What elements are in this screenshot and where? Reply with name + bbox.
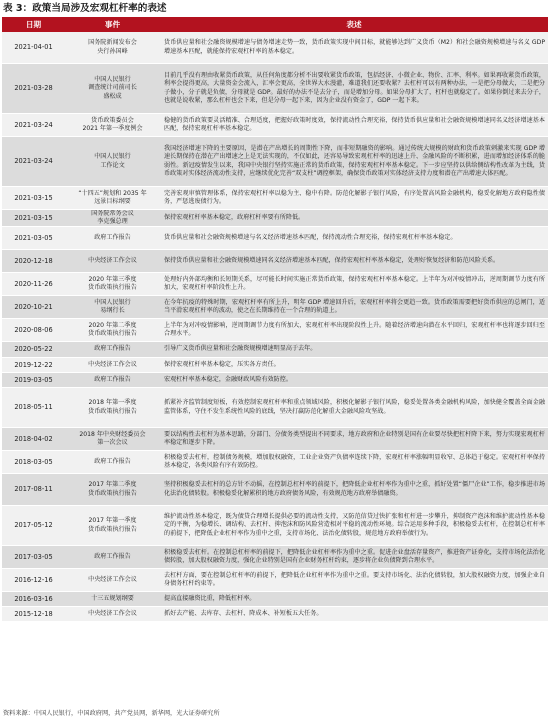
row-event-text: “十四五”规划和 2035 年 远景目标纲要: [78, 189, 147, 205]
table-row: [2, 114, 548, 137]
row-date: 2019-03-05: [14, 375, 53, 384]
row-event: [65, 296, 160, 318]
row-statement-text: 抓紧补齐监管制度短板，有效控制宏观杠杆率和重点领域风险，积极化解影子银行风险，稳妥处置各类金融机构风险，加快健全覆盖全面金融监管体系，守住不发生系统性风险的底线，坚决打赢防范化解重大金融风险攻坚战。: [164, 399, 545, 415]
table-row: [2, 592, 548, 607]
table-row: [2, 187, 548, 210]
row-event-text: 2018 年中央财经委员会 第一次会议: [79, 430, 146, 446]
table-row: [2, 373, 548, 388]
row-event: [65, 569, 160, 591]
row-statement: [160, 451, 548, 473]
row-statement-text: 稳健的货币政策要灵活精准、合理适度，把握好政策时度效，保持流动性合理充裕，保持货币供应量和社会融资规模增速同名义经济增速基本匹配，保持宏观杠杆率基本稳定。: [164, 116, 545, 132]
header-event: 事件: [104, 20, 121, 29]
row-event-text: 中央经济工作会议: [88, 256, 137, 264]
row-date: 2021-04-01: [14, 43, 53, 52]
row-event-text: 中国人民银行 易纲行长: [94, 298, 131, 314]
row-event-text: 2020 年第三季度 货币政策执行报告: [88, 275, 137, 291]
row-date: 2017-03-05: [14, 552, 53, 561]
table-row: [2, 32, 548, 64]
row-event: [65, 474, 160, 505]
row-statement-text: 坚持积极稳妥去杠杆的总方针不动摇，在控制总杠杆率的前提下，把降低企业杠杆率作为重中之重，抓好处置“僵尸企业”工作，稳步推进市场化法治化债转股。积极稳妥化解累积的地方政府债务风险，有效规范地方政府举债融资。: [164, 481, 545, 497]
row-date: 2017-08-11: [14, 485, 53, 494]
row-statement: [160, 607, 548, 621]
row-event: [65, 358, 160, 372]
row-event-text: 2020 年第二季度 货币政策执行报告: [88, 321, 137, 337]
row-event: [65, 227, 160, 249]
row-date: 2020-12-18: [14, 256, 53, 265]
row-event-text: 政府工作报告: [94, 457, 131, 465]
row-event-text: 国务院常务会议 李克强总理: [91, 210, 134, 225]
row-statement-text: 保持宏观杠杆率基本稳定，政府杠杆率要有所降低。: [164, 213, 305, 221]
row-statement: [160, 388, 548, 427]
row-statement-text: 我国经济增速下降的主要原因，是潜在产出增长的周期性下降，而非短期融资的影响。通过传统大规模的财政和货币政策刺激来实现 GDP 增速长期保持在潜在产出增速之上是无法实现的，不仅如此，还容易导致宏观杠杆率的迅速上升、金融风险的不断积累，进而增加经济体系的脆弱性。新冠疫情发生以来，我国中央银行坚持实施正常的货币政策，保持宏观杠杆率基本稳定。下一步应坚持以供给侧结构性改革为主线，货币政策对实体经济流动性支持，应继续优化完善“双支柱”调控框架，确保货币政策对实体经济支持力度和潜在产出增速大体匹配。: [164, 145, 545, 177]
row-date: 2016-03-16: [14, 594, 53, 603]
table-row: [2, 342, 548, 358]
row-event-text: 政府工作报告: [94, 552, 131, 560]
table-row: [2, 546, 548, 569]
row-event-text: 货币政策委员会 2021 年第一季度例会: [82, 116, 143, 132]
table-row: [2, 227, 548, 250]
row-statement: [160, 296, 548, 318]
row-event-text: 中国人民银行 调查统计司前司长 盛松成: [88, 76, 137, 100]
policy-table: [2, 17, 548, 622]
row-date: 2021-03-15: [14, 213, 53, 222]
row-statement-text: 货币供应量和社会融资规模增速与名义经济增速基本匹配，保持流动性合理充裕，保持宏观杠杆率基本稳定。: [164, 233, 457, 241]
row-statement: [160, 358, 548, 372]
row-date: 2019-12-22: [14, 360, 53, 369]
row-event-text: 中央经济工作会议: [88, 575, 137, 583]
row-event-text: 2018 年第一季度 货币政策执行报告: [88, 399, 137, 415]
row-event: [65, 506, 160, 545]
row-event-text: 2017 年第二季度 货币政策执行报告: [88, 481, 137, 497]
row-event: [65, 592, 160, 606]
row-statement: [160, 64, 548, 113]
table-row: [2, 607, 548, 622]
row-date: 2018-03-05: [14, 457, 53, 466]
row-statement-text: 维护流动性基本稳定，既为债贷合理增长提供必要的流动性支持，又防范信贷过快扩张和杠杆进一步攀升，抑制资产泡沫和维护流动性基本稳定的平衡，为稳增长、调结构、去杠杆、抑泡沫和防风险营造相对平稳的流动性环境。综合运用多种手段，积极稳妥去杠杆，在控制总杠杆率的前提下，把降低企业杠杆率作为重中之重，支持市场化、法治化债转股，规范地方政府举债行为。: [164, 513, 545, 537]
row-statement: [160, 319, 548, 341]
row-event: [65, 187, 160, 209]
row-event: [65, 428, 160, 450]
row-statement-text: 去杠杆方面，要在控制总杠杆率的前提下，把降低企业杠杆率作为重中之重。要支持市场化、法治化债转股，加大股权融资力度，加强企业自身债务杠杆约束等。: [164, 571, 545, 587]
row-event: [65, 64, 160, 113]
row-date: 2020-10-21: [14, 302, 53, 311]
table-row: [2, 388, 548, 428]
row-event: [65, 250, 160, 272]
table-row: [2, 358, 548, 373]
row-event: [65, 210, 160, 226]
row-event-text: 国务院新闻发布会 央行孙国峰: [88, 39, 137, 55]
row-statement: [160, 227, 548, 249]
row-statement-text: 保持宏观杠杆率基本稳定，压实各方责任。: [164, 360, 280, 368]
row-statement: [160, 137, 548, 186]
row-date: 2021-03-24: [14, 157, 53, 166]
row-event: [65, 451, 160, 473]
row-statement-text: 上半年为对冲疫情影响，逆周期调节力度有所加大，宏观杠杆率出现阶段性上升。随着经济增速向潜在水平回归，宏观杠杆率也将逐步回归至合理水平。: [164, 321, 545, 337]
row-statement: [160, 114, 548, 136]
row-event-text: 中国人民银行 工作论文: [94, 153, 131, 169]
row-event-text: 2017 年第一季度 货币政策执行报告: [88, 517, 137, 533]
row-date: 2020-11-26: [14, 279, 53, 288]
row-event: [65, 114, 160, 136]
table-row: [2, 273, 548, 296]
row-statement: [160, 569, 548, 591]
row-event-text: 中央经济工作会议: [88, 609, 137, 617]
row-statement: [160, 592, 548, 606]
table-row: [2, 250, 548, 273]
row-statement-text: 处理好内外部均衡和长短期关系，尽可能长时间实施正常货币政策，保持宏观杠杆率基本稳定。上半年为对冲疫情冲击，逆周期调节力度有所加大，宏观杠杆率阶段性上升。: [164, 275, 545, 291]
table-body: [2, 32, 548, 622]
row-event: [65, 273, 160, 295]
row-statement: [160, 428, 548, 450]
row-date: 2021-03-15: [14, 193, 53, 202]
row-statement: [160, 250, 548, 272]
row-statement-text: 积极稳妥去杠杆。在控制总杠杆率的前提下，把降低企业杠杆率作为重中之重。促进企业盘活存量资产，推进资产证券化，支持市场化法治化债转股，加大股权融资力度，强化企业特别是国有企业财务杠杆约束，逐步将企业负债降到合理水平。: [164, 548, 545, 564]
row-event: [65, 319, 160, 341]
row-statement: [160, 342, 548, 357]
table-row: [2, 296, 548, 319]
table-title: 表 3：政策当局涉及宏观杠杆率的表述: [3, 3, 167, 14]
row-statement: [160, 474, 548, 505]
row-statement-text: 在今年抗疫的特殊时期，宏观杠杆率有所上升，明年 GDP 增速回升后，宏观杠杆率将会更趋一致。货币政策需要把好货币供应的总闸门，适当平滑宏观杠杆率的波动，使之在长期维持在一个合理的轨道上。: [164, 298, 545, 314]
table-row: [2, 137, 548, 187]
row-event: [65, 607, 160, 621]
row-statement-text: 积极稳妥去杠杆，控制债务规模，增加股权融资，工业企业资产负债率连续下降，宏观杠杆率涨幅明显收窄、总体趋于稳定。宏观杠杆率保持基本稳定，各类风险有序有效防控。: [164, 453, 545, 469]
table-row: [2, 64, 548, 114]
row-event: [65, 137, 160, 186]
row-event-text: 中央经济工作会议: [88, 360, 137, 368]
row-statement: [160, 373, 548, 387]
row-event: [65, 342, 160, 357]
table-row: [2, 474, 548, 506]
row-statement-text: 抓好去产能、去库存、去杠杆、降成本、补短板五大任务。: [164, 609, 323, 617]
table-header: [2, 17, 548, 32]
table-row: [2, 451, 548, 474]
row-statement: [160, 273, 548, 295]
row-statement-text: 目前几乎没有理由收紧货币政策，从任何角度都分析不出要收紧货币政策，包括经济、小微企业、物价、汇率、利率。如果再收紧货币政策，利率会提得更高，大量资金会流入，汇率会更高，全世界大水漫灌，难道我们还要收紧？去杠杆可以有两种办法，一是把分母做大，二是把分子做小，分子就是负债，分母就是 GDP。最好的办法不是去分子，而是增加分母。如果分母扩大了，杠杆也就稳定了。如果你倒过来去分子，也就是说收紧，那么杠杆也会下来，但是分母一起下来，因为企业没有资金了，GDP 一起下来。: [164, 72, 545, 104]
row-date: 2021-03-24: [14, 120, 53, 129]
row-statement-text: 引导广义货币供应量和社会融资规模增速明显高于去年。: [164, 345, 317, 353]
row-statement: [160, 32, 548, 63]
row-event-text: 政府工作报告: [94, 375, 131, 383]
row-statement-text: 完善宏观审慎管理体系，保持宏观杠杆率以稳为主、稳中有降。防范化解影子银行风险，有序处置高风险金融机构，稳妥化解地方政府隐性债务，严惩逃废债行为。: [164, 189, 545, 205]
row-statement: [160, 187, 548, 209]
header-statement: 表述: [346, 20, 362, 29]
row-date: 2017-05-12: [14, 521, 53, 530]
row-statement-text: 提高直接融资比重，降低杠杆率。: [164, 594, 256, 602]
row-event: [65, 32, 160, 63]
row-statement: [160, 210, 548, 226]
source-note: 资料来源：中国人民银行，中国政府网，共产党员网，新华网，光大证券研究所: [3, 710, 220, 717]
row-statement: [160, 546, 548, 568]
row-event: [65, 373, 160, 387]
row-statement-text: 保持货币供应量和社会融资规模增速同名义经济增速基本匹配，保持宏观杠杆率基本稳定，处理好恢复经济和防范风险关系。: [164, 256, 500, 264]
row-event: [65, 388, 160, 427]
table-row: [2, 506, 548, 546]
row-date: 2018-05-11: [14, 403, 53, 412]
row-date: 2021-03-28: [14, 84, 53, 93]
row-event-text: 十三五规划纲要: [91, 594, 134, 602]
row-event-text: 政府工作报告: [94, 233, 131, 241]
row-date: 2015-12-18: [14, 609, 53, 618]
row-date: 2018-04-02: [14, 434, 53, 443]
table-row: [2, 428, 548, 451]
row-event: [65, 546, 160, 568]
row-date: 2020-08-06: [14, 325, 53, 334]
table-row: [2, 569, 548, 592]
row-statement-text: 货币供应量和社会融资规模增速与债务增速走势一致，货币政策实现中间目标，就能够达到广义货币（M2）和社会融资规模增速与名义 GDP 增速基本匹配，就能保持宏观杠杆率的基本稳定。: [164, 39, 545, 55]
header-date: 日期: [25, 20, 42, 29]
table-row: [2, 210, 548, 227]
row-date: 2020-05-22: [14, 345, 53, 354]
row-statement-text: 要以结构性去杠杆为基本思路，分部门、分债务类型提出不同要求，地方政府和企业特别是国有企业要尽快把杠杆降下来，努力实现宏观杠杆率稳定和逐步下降。: [164, 430, 545, 446]
row-date: 2021-03-05: [14, 233, 53, 242]
table-row: [2, 319, 548, 342]
row-statement: [160, 506, 548, 545]
row-date: 2016-12-16: [14, 575, 53, 584]
row-event-text: 政府工作报告: [94, 345, 131, 353]
row-statement-text: 宏观杠杆率基本稳定，金融财政风险有效防控。: [164, 375, 292, 383]
